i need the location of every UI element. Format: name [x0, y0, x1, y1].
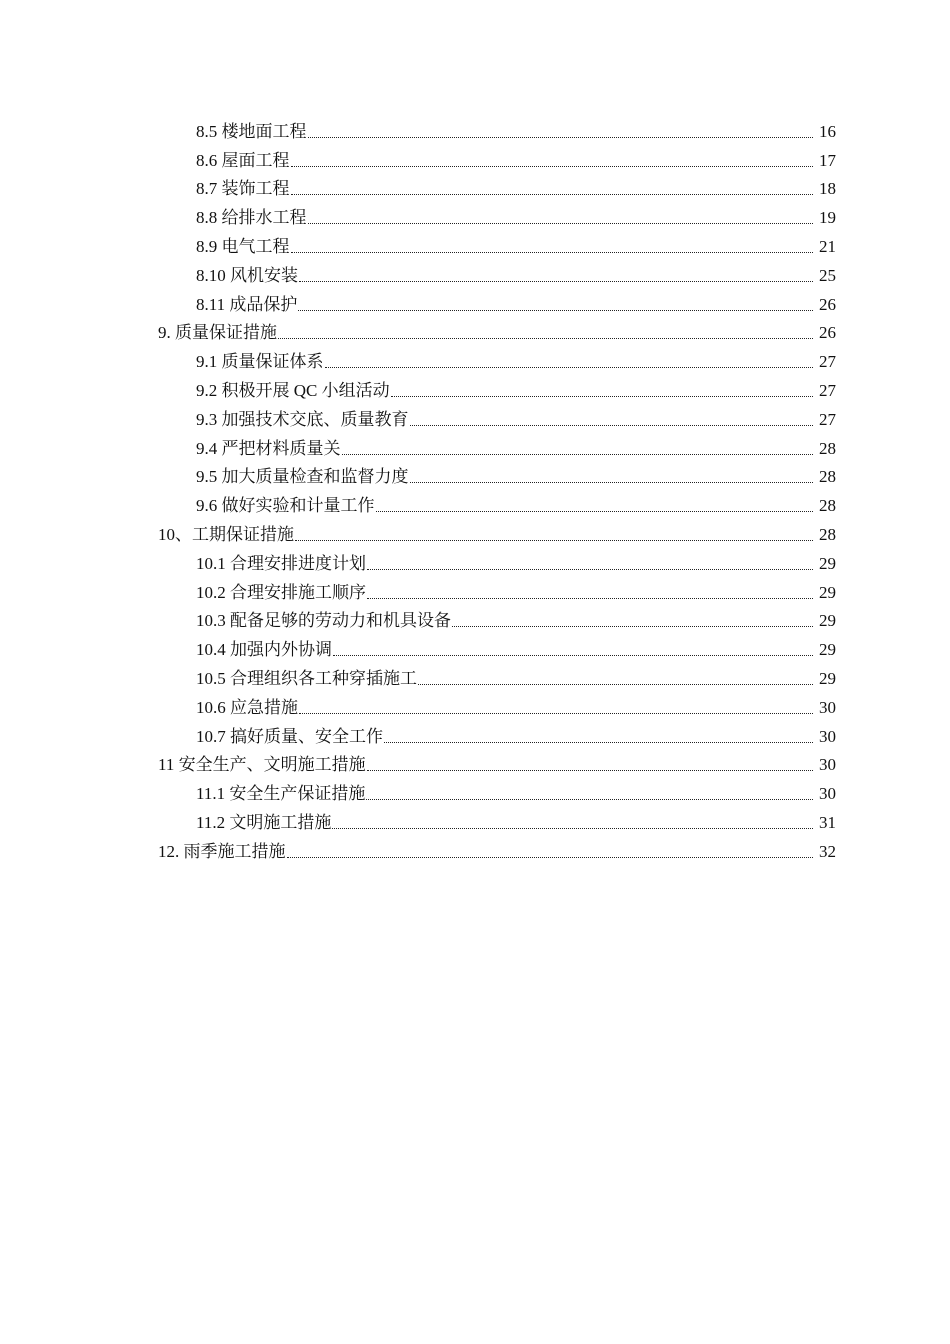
toc-entry-title: 9.4 严把材料质量关 [196, 438, 341, 458]
toc-page-number: 26 [819, 294, 836, 314]
toc-entry[interactable] [0, 634, 950, 663]
toc-entry-title: 8.10 风机安装 [196, 265, 298, 285]
toc-page-number: 29 [819, 582, 836, 602]
dot-leader [291, 194, 814, 195]
dot-leader [308, 137, 814, 138]
dot-leader [384, 742, 813, 743]
toc-entry-title: 8.8 给排水工程 [196, 208, 307, 228]
toc-entry-title: 9.1 质量保证体系 [196, 352, 324, 372]
dot-leader [332, 828, 813, 829]
toc-page-number: 28 [819, 467, 836, 487]
toc-entry[interactable] [0, 145, 950, 174]
toc-page-number: 30 [819, 697, 836, 717]
toc-entry-title: 10.5 合理组织各工种穿插施工 [196, 668, 417, 688]
toc-entry[interactable] [0, 490, 950, 519]
toc-entry[interactable] [0, 606, 950, 635]
toc-entry-title: 9. 质量保证措施 [158, 323, 277, 343]
toc-page-number: 29 [819, 640, 836, 660]
toc-entry-title: 10.7 搞好质量、安全工作 [196, 726, 383, 746]
toc-entry[interactable] [0, 260, 950, 289]
dot-leader [278, 338, 813, 339]
dot-leader [299, 713, 813, 714]
toc-entry[interactable] [0, 116, 950, 145]
toc-entry[interactable] [0, 807, 950, 836]
toc-entry-title: 11 安全生产、文明施工措施 [158, 755, 366, 775]
toc-page-number: 26 [819, 323, 836, 343]
toc-entry[interactable] [0, 721, 950, 750]
toc-page-number: 29 [819, 553, 836, 573]
toc-entry[interactable] [0, 174, 950, 203]
toc-page-number: 27 [819, 352, 836, 372]
toc-entry[interactable] [0, 577, 950, 606]
toc-entry-title: 8.11 成品保护 [196, 294, 298, 314]
dot-leader [367, 598, 813, 599]
toc-page-number: 28 [819, 496, 836, 516]
toc-entry[interactable] [0, 375, 950, 404]
toc-page-number: 18 [819, 179, 836, 199]
dot-leader [291, 252, 814, 253]
toc-entry[interactable] [0, 750, 950, 779]
toc-entry-title: 8.9 电气工程 [196, 236, 290, 256]
toc-entry-title: 8.5 楼地面工程 [196, 121, 307, 141]
dot-leader [299, 281, 813, 282]
dot-leader [391, 396, 813, 397]
dot-leader [295, 540, 813, 541]
toc-entry[interactable] [0, 778, 950, 807]
toc-entry-title: 9.6 做好实验和计量工作 [196, 496, 375, 516]
toc-page-number: 16 [819, 121, 836, 141]
toc-entry-title: 9.2 积极开展 QC 小组活动 [196, 380, 390, 400]
dot-leader [367, 569, 813, 570]
dot-leader [325, 367, 814, 368]
toc-entry-title: 11.2 文明施工措施 [196, 812, 332, 832]
toc-entry-title: 10.2 合理安排施工顺序 [196, 582, 366, 602]
dot-leader [452, 626, 813, 627]
toc-page-number: 27 [819, 380, 836, 400]
toc-entry[interactable] [0, 519, 950, 548]
toc-entry-title: 9.5 加大质量检查和监督力度 [196, 467, 409, 487]
dot-leader [418, 684, 813, 685]
toc-entry-title: 9.3 加强技术交底、质量教育 [196, 409, 409, 429]
dot-leader [367, 770, 813, 771]
toc-page-number: 17 [819, 150, 836, 170]
toc-page-number: 30 [819, 784, 836, 804]
toc-entry[interactable] [0, 202, 950, 231]
dot-leader [410, 482, 814, 483]
toc-entry[interactable] [0, 663, 950, 692]
dot-leader [287, 857, 814, 858]
toc-entry[interactable] [0, 231, 950, 260]
toc-page-number: 31 [819, 812, 836, 832]
toc-page-number: 32 [819, 841, 836, 861]
dot-leader [366, 799, 813, 800]
toc-entry[interactable] [0, 836, 950, 865]
toc-entry-title: 10、工期保证措施 [158, 524, 294, 544]
toc-entry[interactable] [0, 318, 950, 347]
dot-leader [291, 166, 814, 167]
dot-leader [410, 425, 814, 426]
toc-page-number: 30 [819, 755, 836, 775]
toc-page-number: 29 [819, 668, 836, 688]
toc-entry[interactable] [0, 548, 950, 577]
toc-entry-title: 8.6 屋面工程 [196, 150, 290, 170]
toc-page-number: 28 [819, 438, 836, 458]
toc-entry-title: 12. 雨季施工措施 [158, 841, 286, 861]
toc-entry-title: 11.1 安全生产保证措施 [196, 784, 366, 804]
toc-entry[interactable] [0, 462, 950, 491]
toc-page-number: 30 [819, 726, 836, 746]
toc-entry-title: 8.7 装饰工程 [196, 179, 290, 199]
toc-entry-title: 10.6 应急措施 [196, 697, 298, 717]
toc-entry[interactable] [0, 346, 950, 375]
dot-leader [342, 454, 814, 455]
toc-page-number: 27 [819, 409, 836, 429]
toc-entry[interactable] [0, 289, 950, 318]
table-of-contents [0, 116, 950, 865]
toc-entry-title: 10.3 配备足够的劳动力和机具设备 [196, 611, 451, 631]
toc-page-number: 29 [819, 611, 836, 631]
dot-leader [376, 511, 814, 512]
toc-entry[interactable] [0, 404, 950, 433]
toc-page-number: 19 [819, 208, 836, 228]
toc-page-number: 21 [819, 236, 836, 256]
dot-leader [298, 310, 813, 311]
toc-entry[interactable] [0, 433, 950, 462]
toc-entry[interactable] [0, 692, 950, 721]
dot-leader [308, 223, 814, 224]
toc-page-number: 28 [819, 524, 836, 544]
dot-leader [333, 655, 813, 656]
toc-entry-title: 10.4 加强内外协调 [196, 640, 332, 660]
toc-page-number: 25 [819, 265, 836, 285]
toc-entry-title: 10.1 合理安排进度计划 [196, 553, 366, 573]
